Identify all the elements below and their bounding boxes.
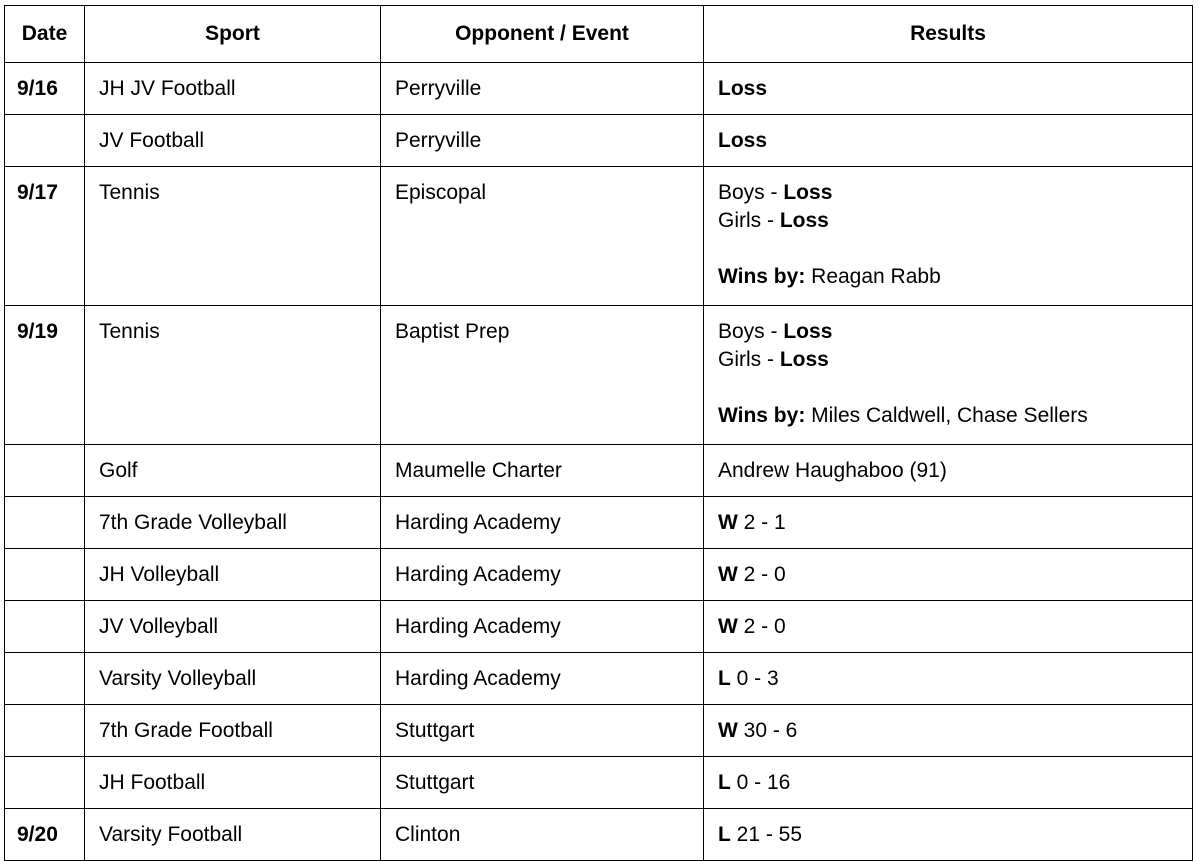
boys-label: Boys -: [718, 181, 784, 204]
girls-label: Girls -: [718, 209, 780, 232]
opponent-cell: Episcopal: [381, 167, 704, 306]
opponent-cell: Maumelle Charter: [381, 445, 704, 497]
result-score: 21 - 55: [730, 823, 803, 846]
result-score: 2 - 0: [737, 563, 786, 586]
result-score: 0 - 3: [730, 667, 779, 690]
wins-by-label: Wins by:: [718, 404, 806, 427]
sport-cell: JV Volleyball: [85, 601, 381, 653]
header-sport: Sport: [85, 6, 381, 63]
opponent-cell: Perryville: [381, 63, 704, 115]
wins-by-line: [718, 263, 1192, 291]
date-cell: [5, 705, 85, 757]
table-row: [5, 601, 1193, 653]
result-score: 2 - 0: [737, 615, 786, 638]
sport-cell: Varsity Football: [85, 809, 381, 861]
sport-cell: Tennis: [85, 167, 381, 306]
results-table: [4, 5, 1193, 861]
header-results: Results: [704, 6, 1193, 63]
result-cell: [704, 705, 1193, 757]
date-cell: 9/20: [5, 809, 85, 861]
result-outcome: L: [718, 771, 731, 794]
boys-result-line: [718, 179, 1192, 207]
wins-by-names: Reagan Rabb: [805, 265, 941, 288]
sport-cell: JH Football: [85, 757, 381, 809]
table-row: [5, 497, 1193, 549]
sport-cell: JV Football: [85, 115, 381, 167]
table-row: [5, 115, 1193, 167]
result-outcome: L: [718, 667, 731, 690]
date-cell: [5, 445, 85, 497]
date-cell: 9/19: [5, 306, 85, 445]
result-cell: [704, 809, 1193, 861]
opponent-cell: Stuttgart: [381, 705, 704, 757]
date-cell: [5, 653, 85, 705]
result-cell: [704, 757, 1193, 809]
result-outcome: W: [718, 563, 738, 586]
spacer: [718, 235, 1192, 263]
spacer: [718, 374, 1192, 402]
opponent-cell: Baptist Prep: [381, 306, 704, 445]
opponent-cell: Harding Academy: [381, 497, 704, 549]
boys-outcome: Loss: [783, 320, 833, 343]
opponent-cell: Perryville: [381, 115, 704, 167]
girls-label: Girls -: [718, 348, 780, 371]
table-row: [5, 757, 1193, 809]
sport-cell: JH JV Football: [85, 63, 381, 115]
result-score: 0 - 16: [730, 771, 791, 794]
date-cell: [5, 549, 85, 601]
table-row: [5, 445, 1193, 497]
result-score: 2 - 1: [737, 511, 786, 534]
result-cell: [704, 115, 1193, 167]
sport-cell: Varsity Volleyball: [85, 653, 381, 705]
girls-result-line: [718, 207, 1192, 235]
result-outcome: W: [718, 511, 738, 534]
girls-outcome: Loss: [779, 348, 829, 371]
boys-label: Boys -: [718, 320, 784, 343]
date-cell: 9/16: [5, 63, 85, 115]
result-cell: [704, 497, 1193, 549]
date-cell: [5, 115, 85, 167]
girls-outcome: Loss: [779, 209, 829, 232]
wins-by-label: Wins by:: [718, 265, 806, 288]
header-opponent: Opponent / Event: [381, 6, 704, 63]
table-row: [5, 809, 1193, 861]
result-outcome: W: [718, 719, 738, 742]
sport-cell: Tennis: [85, 306, 381, 445]
header-row: [5, 6, 1193, 63]
sport-cell: 7th Grade Volleyball: [85, 497, 381, 549]
opponent-cell: Harding Academy: [381, 653, 704, 705]
result-cell: Andrew Haughaboo (91): [704, 445, 1193, 497]
sport-cell: 7th Grade Football: [85, 705, 381, 757]
table-row: [5, 549, 1193, 601]
table-row: [5, 63, 1193, 115]
result-cell: [704, 549, 1193, 601]
date-cell: [5, 757, 85, 809]
sport-cell: JH Volleyball: [85, 549, 381, 601]
result-cell: [704, 306, 1193, 445]
result-cell: [704, 167, 1193, 306]
date-cell: 9/17: [5, 167, 85, 306]
table-row: [5, 653, 1193, 705]
table-row: [5, 167, 1193, 306]
boys-result-line: [718, 318, 1192, 346]
table-row: [5, 306, 1193, 445]
wins-by-names: Miles Caldwell, Chase Sellers: [805, 404, 1088, 427]
result-outcome: L: [718, 823, 731, 846]
result-outcome: W: [718, 615, 738, 638]
date-cell: [5, 497, 85, 549]
opponent-cell: Harding Academy: [381, 549, 704, 601]
result-outcome: Loss: [718, 77, 768, 100]
opponent-cell: Clinton: [381, 809, 704, 861]
result-cell: [704, 601, 1193, 653]
date-cell: [5, 601, 85, 653]
wins-by-line: [718, 402, 1192, 430]
result-cell: [704, 63, 1193, 115]
result-outcome: Loss: [718, 129, 768, 152]
header-date: Date: [5, 6, 85, 63]
result-score: 30 - 6: [737, 719, 798, 742]
girls-result-line: [718, 346, 1192, 374]
boys-outcome: Loss: [783, 181, 833, 204]
opponent-cell: Harding Academy: [381, 601, 704, 653]
sport-cell: Golf: [85, 445, 381, 497]
opponent-cell: Stuttgart: [381, 757, 704, 809]
table-row: [5, 705, 1193, 757]
result-cell: [704, 653, 1193, 705]
